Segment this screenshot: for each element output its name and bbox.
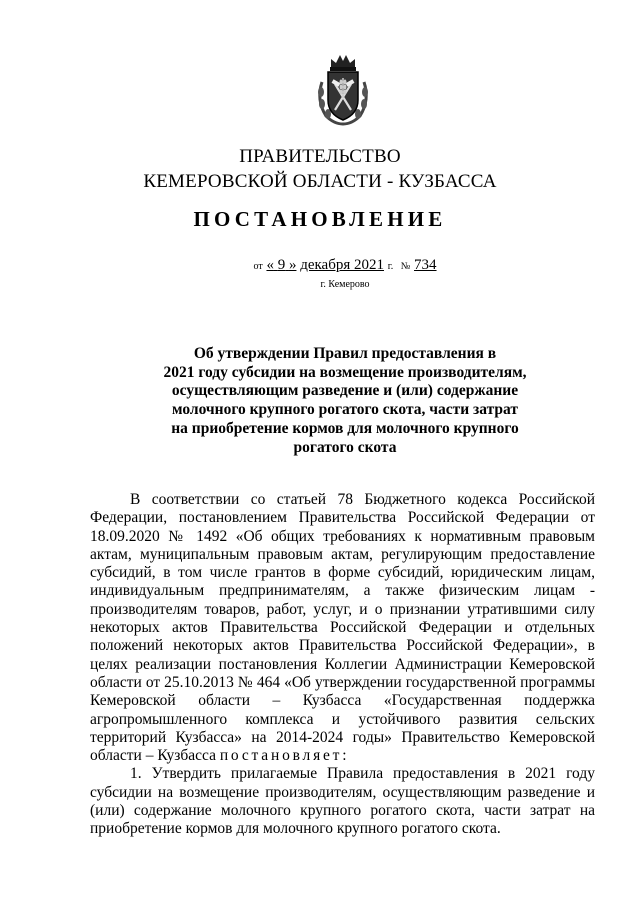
- decree-word: постановляет:: [219, 747, 350, 765]
- document-dateline: [0, 257, 640, 274]
- number-label: №: [400, 261, 411, 272]
- quote-close: »: [288, 257, 297, 273]
- preamble-text: В соответствии со статьей 78 Бюджетного кодекса Российской Федерации, постановлением Правительства Российской Федерации от 18.09.2020 № 1492 «Об общих требованиях к нормативным правовым актам, муниципальным правовым актам, регулирующим предоставление субсидий, в том числе грантов в форме субсидий, юридическим лицам, индивидуальным предпринимателям, а также физическим лицам - производителям товаров, работ, услуг, и о признании утратившими силу некоторых актов Правительства Российской Федерации и отдельных положений некоторых актов Правительства Российской Федерации», в целях реализации постановления Коллегии Администрации Кемеровской области от 25.10.2013 № 464 «Об утверждении государственной программы Кемеровской области – Кузбасса «Государственная поддержка агропромышленного комплекса и устойчивого развития сельских территорий Кузбасса» на 2014-2024 годы» Правительство Кемеровской области – Кузбасса: [90, 491, 595, 765]
- date-day: [266, 257, 296, 273]
- body-paragraph-preamble: [90, 491, 595, 765]
- day-value: 9: [277, 257, 286, 273]
- document-type-title: ПОСТАНОВЛЕНИЕ: [193, 207, 447, 231]
- kemerovo-coat-of-arms-icon: [314, 52, 372, 126]
- document-number: 734: [414, 257, 437, 273]
- subject-line: 2021 году субсидии на возмещение производителям,: [163, 363, 527, 381]
- subject-line: Об утверждении Правил предоставления в: [193, 345, 497, 362]
- document-subject: [150, 345, 540, 457]
- document-city: г. Кемерово: [320, 279, 370, 290]
- date-from-label: от: [253, 261, 263, 272]
- subject-line: молочного крупного рогатого скота, части затрат: [171, 401, 519, 419]
- quote-open: «: [266, 257, 274, 273]
- body-paragraph-item-1: 1. Утвердить прилагаемые Правила предоставления в 2021 году субсидии на возмещение производителям, осуществляющим разведение и (или) содержание молочного крупного рогатого скота, части затрат на приобретение кормов для молочного крупного рогатого скота.: [90, 765, 595, 838]
- year-suffix: г.: [387, 261, 394, 272]
- date-month-year: декабря 2021: [300, 257, 384, 273]
- subject-line: осуществляющим разведение и (или) содержание: [171, 382, 519, 400]
- government-name-line2: КЕМЕРОВСКОЙ ОБЛАСТИ - КУЗБАССА: [143, 171, 497, 192]
- subject-line: на приобретение кормов для молочного крупного: [171, 419, 519, 437]
- government-name-line1: ПРАВИТЕЛЬСТВО: [239, 146, 401, 167]
- subject-line: рогатого скота: [293, 438, 397, 456]
- document-body: [90, 491, 595, 839]
